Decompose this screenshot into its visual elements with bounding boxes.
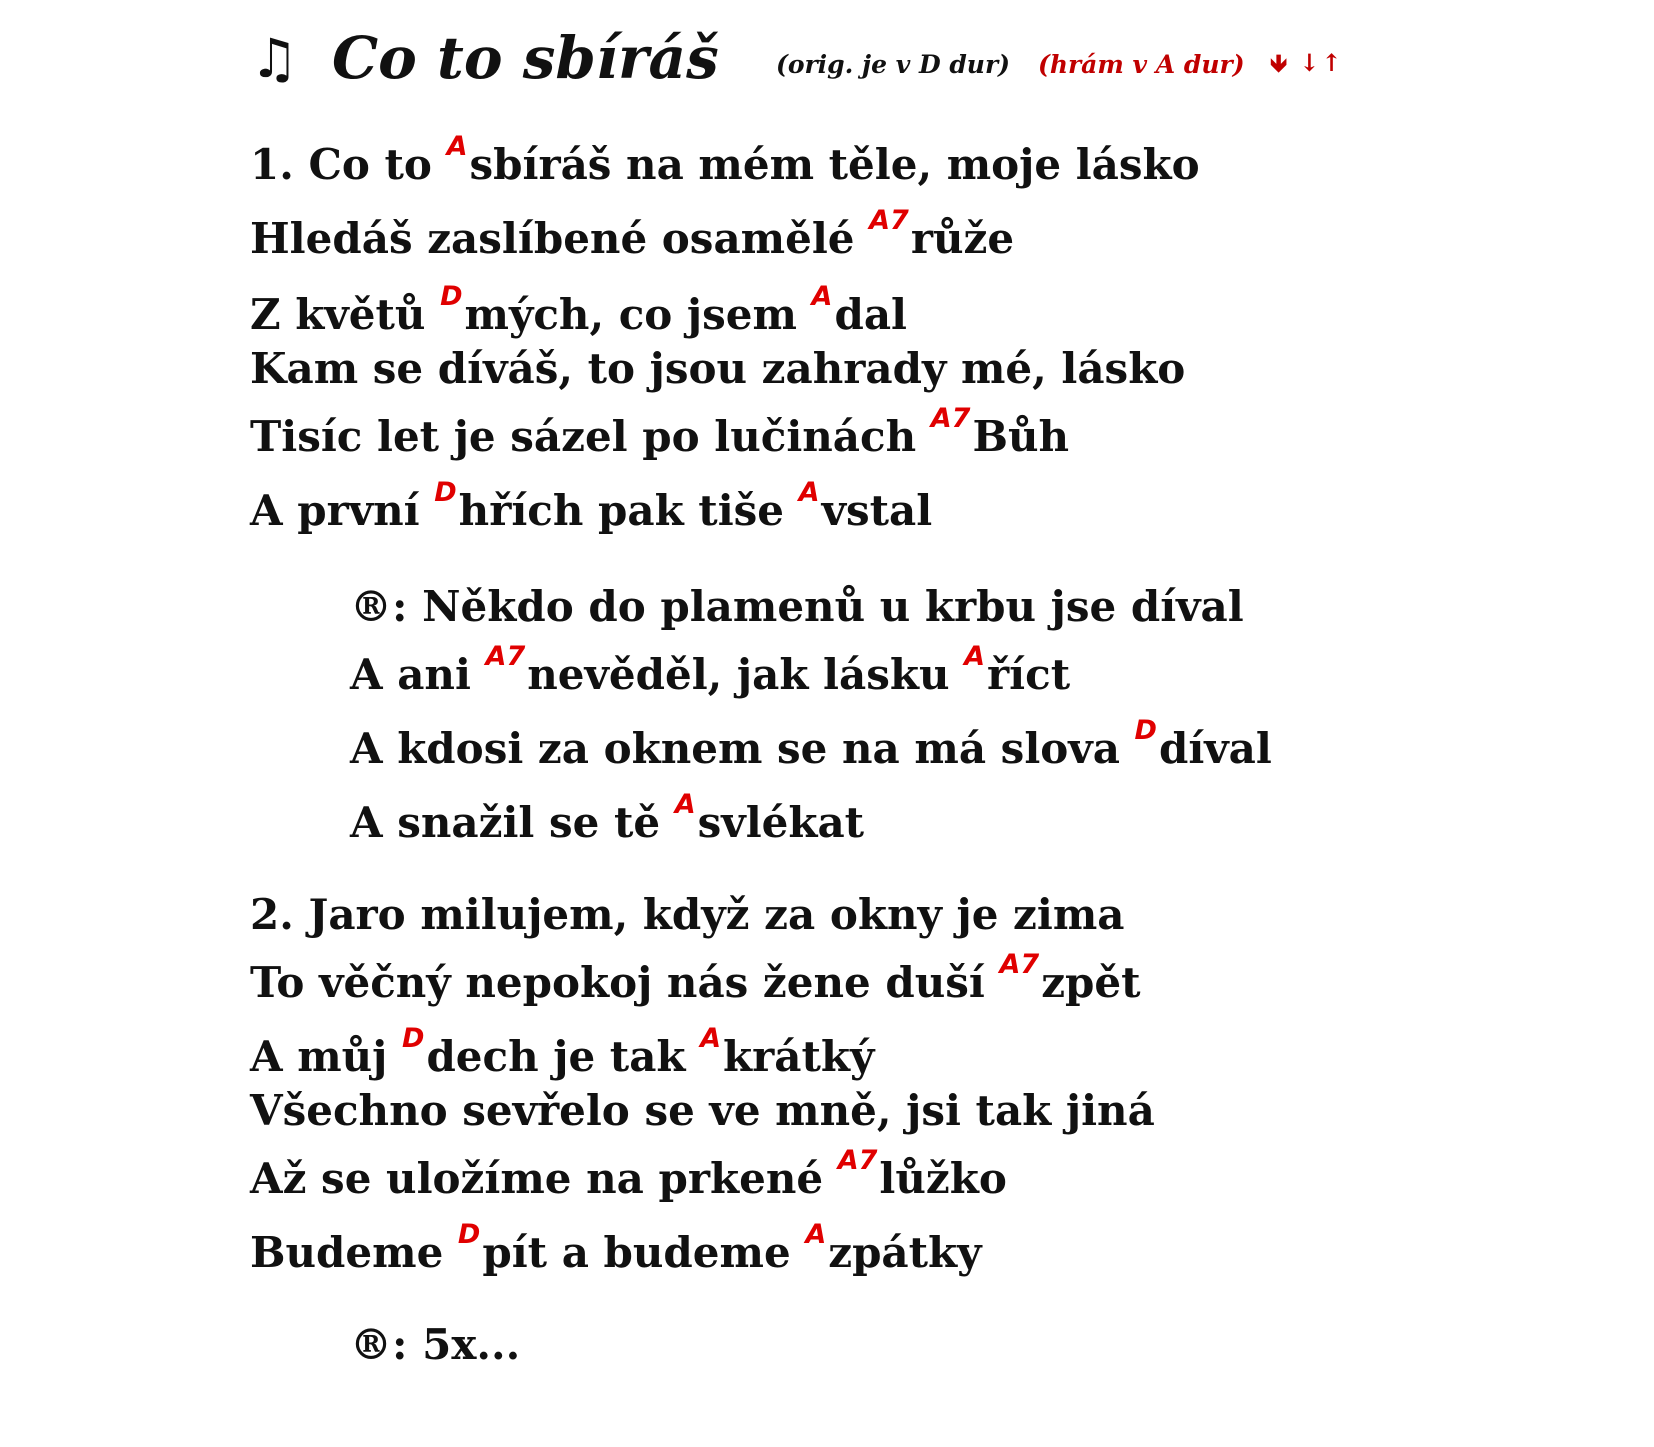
chord-d[interactable]: D: [402, 1023, 425, 1054]
lyric-text: dech je tak: [426, 1032, 701, 1081]
lyric-text: růže: [910, 214, 1015, 263]
lyric-text: Až se uložíme na prkené: [250, 1154, 838, 1203]
verse1-line: [250, 131, 1200, 196]
lyric-text: vstal: [821, 486, 933, 535]
chorus_repeat-line: [350, 1320, 520, 1370]
transpose-controls: [1270, 46, 1343, 80]
lyric-text: A první: [250, 486, 435, 535]
chorus-line: [350, 715, 1272, 780]
chord-a[interactable]: A: [798, 477, 820, 508]
lyric-text: svlékat: [697, 798, 865, 847]
lyric-text: A můj: [250, 1032, 403, 1081]
chord-a7[interactable]: A7: [930, 403, 971, 434]
chord-a7[interactable]: A7: [869, 205, 909, 236]
lyric-text: dal: [834, 290, 907, 339]
chorus-line: [350, 641, 1071, 706]
verse1-line: [250, 477, 933, 542]
lyric-text: Všechno sevřelo se ve mně, jsi tak jiná: [250, 1086, 1155, 1135]
chord-d[interactable]: D: [457, 1219, 481, 1250]
lyric-text: říct: [987, 650, 1071, 699]
chord-a[interactable]: A: [674, 789, 696, 820]
verse2-line: [250, 949, 1141, 1014]
lyric-text: Tisíc let je sázel po lučinách: [250, 412, 931, 461]
verse2-line: [250, 1219, 982, 1284]
lyric-text: Budeme: [250, 1228, 458, 1277]
lyric-text: ®: Někdo do plamenů u krbu jse díval: [350, 582, 1244, 631]
lyric-text: hřích pak tiše: [458, 486, 799, 535]
lyric-text: Bůh: [972, 412, 1070, 461]
lyric-text: To věčný nepokoj nás žene duší: [250, 958, 1000, 1007]
lyric-text: mých, co jsem: [464, 290, 812, 339]
verse2-line: [250, 1145, 1007, 1210]
lyric-text: Hledáš zaslíbené osamělé: [250, 214, 870, 263]
chorus-line: [350, 582, 1244, 632]
lyric-text: krátký: [723, 1032, 875, 1081]
chord-a[interactable]: A: [446, 131, 468, 162]
lyric-text: zpět: [1041, 958, 1141, 1007]
lyric-text: nevěděl, jak lásku: [527, 650, 965, 699]
chord-d[interactable]: D: [1134, 715, 1157, 746]
lyric-text: Z květů: [250, 290, 441, 339]
music-note-icon: ♫: [250, 26, 299, 90]
lyric-text: sbíráš na mém těle, moje lásko: [469, 140, 1200, 189]
verse1-line: [250, 281, 907, 346]
chord-a[interactable]: A: [811, 281, 833, 312]
played-key[interactable]: (hrám v A dur): [1038, 50, 1245, 79]
chord-a[interactable]: A: [964, 641, 986, 672]
lyric-text: díval: [1158, 724, 1272, 773]
lyric-text: 2. Jaro milujem, když za okny je zima: [250, 890, 1125, 939]
chord-d[interactable]: D: [434, 477, 457, 508]
verse1-line: [250, 403, 1070, 468]
verse2-line: [250, 1086, 1155, 1136]
lyric-text: ®: 5x...: [350, 1320, 521, 1369]
chord-a7[interactable]: A7: [999, 949, 1040, 980]
lyric-text: lůžko: [879, 1154, 1007, 1203]
verse1-line: [250, 205, 1015, 270]
song-title: Co to sbíráš: [332, 24, 719, 92]
transpose-swap-icon[interactable]: ↓↑: [1299, 48, 1344, 77]
chord-d[interactable]: D: [440, 281, 463, 312]
lyric-text: zpátky: [828, 1228, 982, 1277]
original-key: (orig. je v D dur): [776, 50, 1010, 79]
lyric-text: pít a budeme: [482, 1228, 806, 1277]
chord-a[interactable]: A: [805, 1219, 827, 1250]
verse1-line: [250, 344, 1185, 394]
lyric-text: 1. Co to: [250, 140, 447, 189]
verse2-line: [250, 1023, 875, 1088]
chord-a[interactable]: A: [700, 1023, 722, 1054]
chord-a7[interactable]: A7: [485, 641, 526, 672]
lyric-text: Kam se díváš, to jsou zahrady mé, lásko: [250, 344, 1186, 393]
transpose-down-icon[interactable]: 🡻: [1270, 48, 1290, 77]
chorus-line: [350, 789, 865, 854]
lyric-text: A snažil se tě: [350, 798, 675, 847]
lyric-text: A ani: [350, 650, 486, 699]
chord-a7[interactable]: A7: [837, 1145, 878, 1176]
lyric-text: A kdosi za oknem se na má slova: [350, 724, 1135, 773]
verse2-line: [250, 890, 1125, 940]
